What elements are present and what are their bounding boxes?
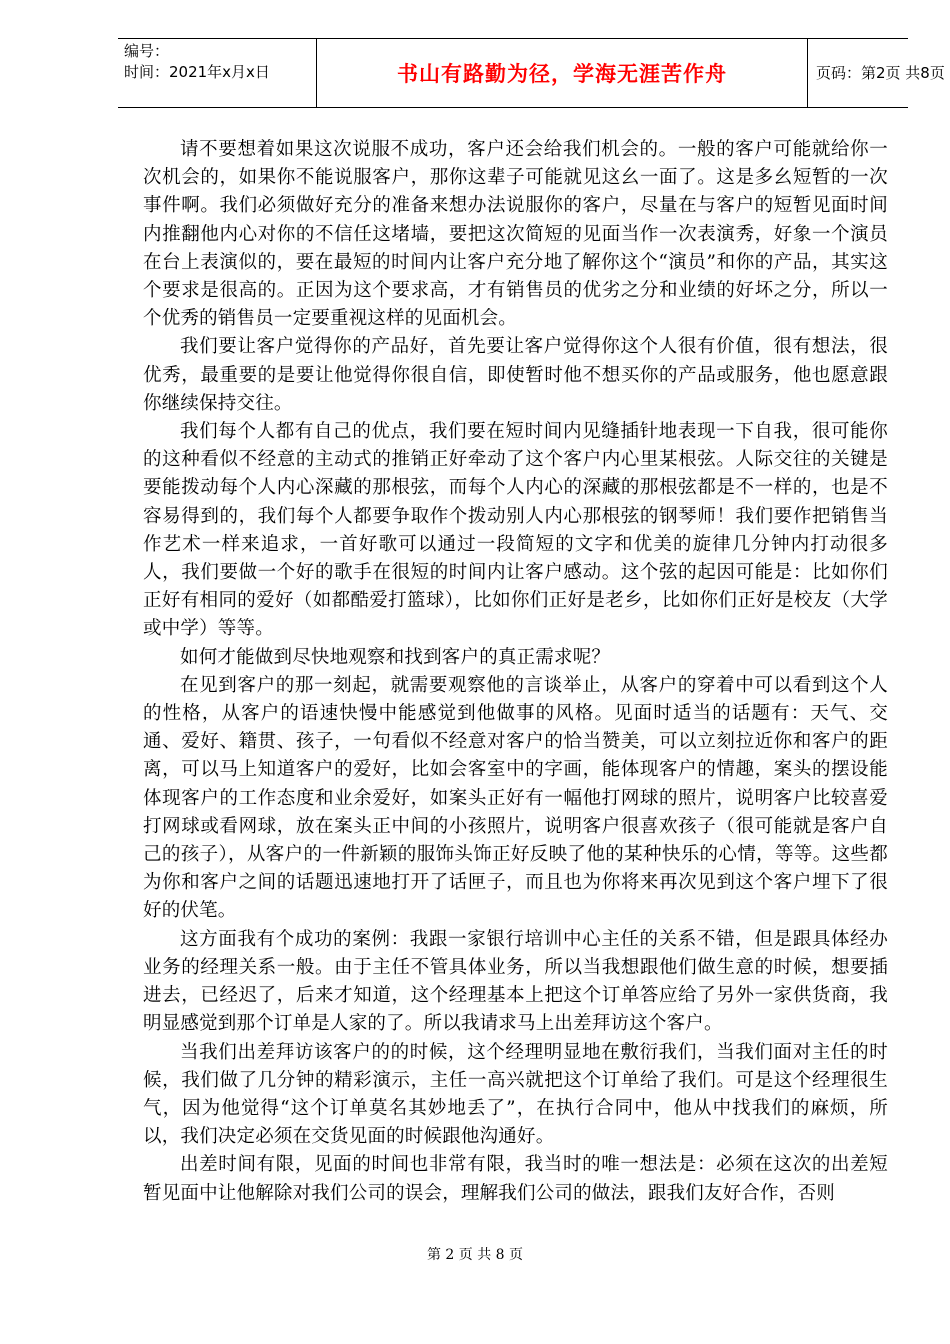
document-code-label: 编号： [124, 42, 170, 60]
paragraph: 我们要让客户觉得你的产品好，首先要让客户觉得你这个人很有价值，很有想法，很优秀，最重要的是要让他觉得你很自信，即使暂时他不想买你的产品或服务，他也愿意跟你继续保持交往。 [143, 336, 888, 414]
header-motto-cell [316, 39, 808, 107]
header-page-code: 页码：第2页 共8页 [816, 64, 945, 82]
header-page-cell [808, 39, 945, 107]
document-time-label: 时间：2021年x月x日 [124, 63, 270, 81]
paragraph: 请不要想着如果这次说服不成功，客户还会给我们机会的。一般的客户可能就给你一次机会的，如果你不能说服客户，那你这辈子可能就见这幺一面了。这是多幺短暂的一次事件啊。我们必须做好充分的准备来想办法说服你的客户，尽量在与客户的短暂见面时间内推翻他内心对你的不信任这堵墙，要把这次简短的见面当作一次表演秀，好象一个演员在台上表演似的，要在最短的时间内让客户充分地了解你这个“演员”和你的产品，其实这个要求是很高的。正因为这个要求高，才有销售员的优劣之分和业绩的好坏之分，所以一个优秀的销售员一定要重视这样的见面机会。 [143, 139, 888, 330]
paragraph: 这方面我有个成功的案例：我跟一家银行培训中心主任的关系不错，但是跟具体经办业务的经理关系一般。由于主任不管具体业务，所以当我想跟他们做生意的时候，想要插进去，已经迟了，后来才知道，这个经理基本上把这个订单答应给了另外一家供货商，我明显感觉到那个订单是人家的了。所以我请求马上出差拜访这个客户。 [143, 928, 888, 1035]
paragraph: 如何才能做到尽快地观察和找到客户的真正需求呢？ [180, 646, 611, 668]
paragraph: 出差时间有限，见面的时间也非常有限，我当时的唯一想法是：必须在这次的出差短暂见面中让他解除对我们公司的误会，理解我们公司的做法，跟我们友好合作，否则 [143, 1154, 888, 1204]
header-meta-cell [118, 39, 316, 107]
document-body [143, 136, 888, 1208]
page-footer: 第 2 页 共 8 页 [426, 1247, 524, 1263]
header-motto: 书山有路勤为径，学海无涯苦作舟 [397, 62, 727, 86]
paragraph: 当我们出差拜访该客户的的时候，这个经理明显地在敷衍我们，当我们面对主任的时候，我们做了几分钟的精彩演示，主任一高兴就把这个订单给了我们。可是这个经理很生气，因为他觉得“这个订单莫名其妙地丢了”，在执行合同中，他从中找我们的麻烦，所以，我们决定必须在交货见面的时候跟他沟通好。 [143, 1041, 888, 1148]
header-table [118, 38, 945, 108]
paragraph: 我们每个人都有自己的优点，我们要在短时间内见缝插针地表现一下自我，很可能你的这种看似不经意的主动式的推销正好牵动了这个客户内心里某根弦。人际交往的关键是要能拨动每个人内心深藏的那根弦，而每个人内心的深藏的那根弦都是不一样的，也是不容易得到的，我们每个人都要争取作个拨动别人内心那根弦的钢琴师！我们要作把销售当作艺术一样来追求，一首好歌可以通过一段简短的文字和优美的旋律几分钟内打动很多人，我们要做一个好的歌手在很短的时间内让客户感动。这个弦的起因可能是：比如你们正好有相同的爱好（如都酷爱打篮球），比如你们正好是老乡，比如你们正好是校友（大学或中学）等等。 [143, 421, 888, 640]
paragraph: 在见到客户的那一刻起，就需要观察他的言谈举止，从客户的穿着中可以看到这个人的性格，从客户的语速快慢中能感觉到他做事的风格。见面时适当的话题有：天气、交通、爱好、籍贯、孩子，一句看似不经意对客户的恰当赞美，可以立刻拉近你和客户的距离，可以马上知道客户的爱好，比如会客室中的字画，能体现客户的情趣，案头的摆设能体现客户的工作态度和业余爱好，如案头正好有一幅他打网球的照片，说明客户比较喜爱打网球或看网球，放在案头正中间的小孩照片，说明客户很喜欢孩子（很可能就是客户自己的孩子），从客户的一件新颖的服饰头饰正好反映了他的某种快乐的心情，等等。这些都为你和客户之间的话题迅速地打开了话匣子，而且也为你将来再次见到这个客户埋下了很好的伏笔。 [143, 674, 888, 922]
